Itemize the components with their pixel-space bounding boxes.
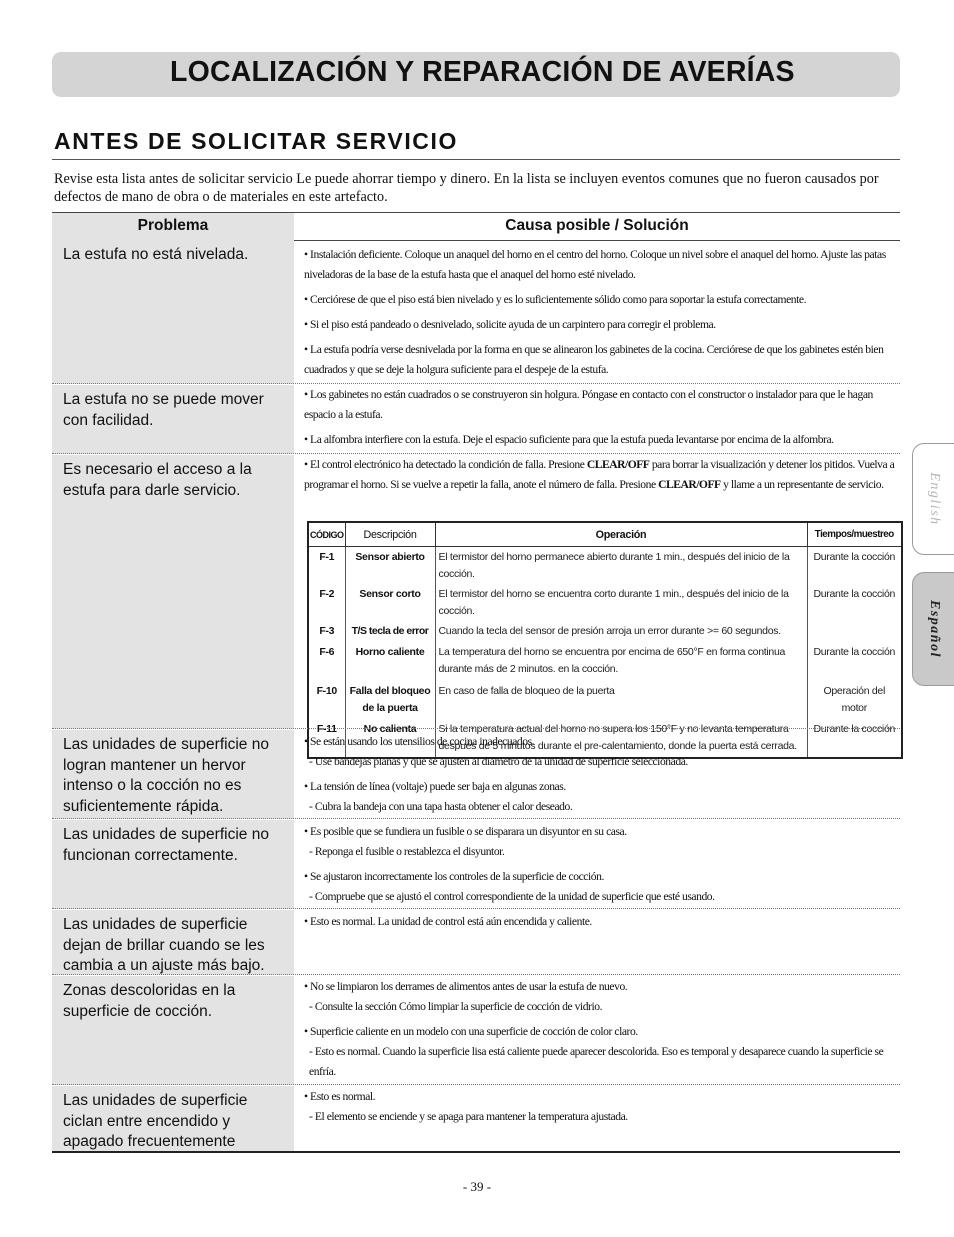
problem-cell — [52, 1086, 294, 1153]
cause-item: - Cubra la bandeja con una tapa hasta obtener el calor deseado. — [309, 800, 573, 813]
table-row — [52, 820, 900, 909]
clear-off-key: CLEAR/OFF — [586, 458, 650, 471]
code-description: Falla del bloqueo de la puerta — [345, 681, 435, 719]
cause-item: - El elemento se enciende y se apaga para mantener la temperatura ajustada. — [309, 1110, 628, 1123]
code-description: Sensor corto — [345, 584, 435, 621]
code-row — [309, 642, 901, 681]
cause-text: • El control electrónico ha detectado la condición de falla. Presione — [304, 458, 587, 471]
table-row — [52, 385, 900, 454]
desc-header: Descripción — [345, 523, 435, 547]
problem-text: Las unidades de superficie no logran mantener un hervor intenso o la cocción no es suficientemente rápida. — [63, 736, 269, 815]
problem-text: Las unidades de superficie dejan de brillar cuando se les cambia a un ajuste más bajo. — [63, 916, 265, 974]
column-header-cause: Causa posible / Solución — [505, 217, 689, 234]
intro-paragraph: Revise esta lista antes de solicitar servicio Le puede ahorrar tiempo y dinero. En la lista se incluyen eventos comunes que no fueron causados por defectos de mano de obra o de materiales en este artefacto. — [54, 171, 879, 205]
problem-cell — [52, 240, 294, 384]
code-header: CÓDIGO — [309, 523, 345, 547]
code-value: F-11 — [309, 719, 345, 757]
code-description: Sensor abierto — [345, 547, 435, 585]
cause-item: • Instalación deficiente. Coloque un anaquel del horno en el centro del horno. Coloque un nivel sobre el anaquel del horno. Ajuste las patas niveladoras de la base de la estufa hasta que el anaquel del horno esté nivelado. — [304, 248, 886, 281]
clear-off-key: CLEAR/OFF — [658, 478, 721, 491]
cause-cell — [304, 1087, 900, 1132]
code-operation: El termistor del horno permanece abierto durante 1 min., después del inicio de la cocción. — [435, 547, 807, 585]
code-operation: El termistor del horno se encuentra corto durante 1 min., después del inicio de la cocción. — [435, 584, 807, 621]
code-operation: En caso de falla de bloqueo de la puerta — [435, 681, 807, 719]
cause-item: • Se están usando los utensilios de cocina inadecuados. — [304, 735, 535, 748]
column-header-problem: Problema — [52, 213, 294, 240]
cause-item: • Esto es normal. — [304, 1090, 376, 1103]
cause-item: • Superficie caliente en un modelo con una superficie de cocción de color claro. — [304, 1025, 638, 1038]
code-value: F-2 — [309, 584, 345, 621]
code-operation: Cuando la tecla del sensor de presión arroja un error durante >= 60 segundos. — [435, 621, 807, 642]
code-description: T/S tecla de error — [345, 621, 435, 642]
tab-espanol[interactable] — [912, 572, 954, 686]
row-divider — [52, 908, 900, 909]
problem-cell — [52, 976, 294, 1085]
table-row — [52, 730, 900, 819]
cause-cell — [304, 385, 900, 455]
code-value: F-1 — [309, 547, 345, 585]
table-row — [52, 976, 900, 1085]
time-header: Tiempos/muestreo — [807, 523, 901, 547]
title-banner — [52, 52, 900, 97]
code-operation: Si la temperatura actual del horno no supera los 150°F y no levanta temperatura después de 5 minutos durante el pre-calentamiento, donde la puerta está cerrada. — [435, 719, 807, 757]
cause-item: • Se ajustaron incorrectamente los controles de la superficie de cocción. — [304, 870, 604, 883]
tab-english-label: English — [926, 472, 942, 526]
cause-item: • La estufa podría verse desnivelada por la forma en que se alinearon los gabinetes de la cocina. Cerciórese de que los gabinetes estén bien cuadrados y que se deje la holgura suficiente para el despeje de la estufa. — [304, 343, 884, 376]
cause-cell — [304, 977, 900, 1087]
cause-cell — [304, 245, 900, 385]
code-value: F-10 — [309, 681, 345, 719]
table-bottom-rule — [52, 1151, 900, 1153]
cause-item: • La alfombra interfiere con la estufa. Deje el espacio suficiente para que la estufa pueda levantarse por encima de la alfombra. — [304, 433, 834, 446]
problem-cell — [52, 385, 294, 454]
cause-item: - Reponga el fusible o restablezca el disyuntor. — [309, 845, 505, 858]
problem-text: Zonas descoloridas en la superficie de cocción. — [63, 982, 236, 1020]
cause-cell — [304, 822, 900, 912]
table-row — [52, 240, 900, 384]
cause-text: y llame a un representante de servicio. — [720, 478, 884, 491]
cause-cell — [304, 455, 900, 500]
code-description: No calienta — [345, 719, 435, 757]
row-divider — [52, 818, 900, 819]
code-row — [309, 584, 901, 621]
cause-text: para borrar la visualización y detener los pitidos. Vuelva a programar el horno. Si se vuelve a repetir la falla, anote el número de falla. Presione — [304, 458, 895, 491]
code-table-header — [309, 523, 901, 547]
problem-text: Es necesario el acceso a la estufa para darle servicio. — [63, 461, 252, 499]
problem-cell — [52, 910, 294, 975]
table-row — [52, 910, 900, 975]
tab-espanol-label: Español — [926, 600, 942, 658]
cause-cell — [304, 732, 900, 822]
code-timing: Durante la cocción — [813, 588, 896, 600]
cause-item: • No se limpiaron los derrames de alimentos antes de usar la estufa de nuevo. — [304, 980, 628, 993]
problem-cell — [52, 820, 294, 909]
cause-item: • Los gabinetes no están cuadrados o se construyeron sin holgura. Póngase en contacto con el constructor o instalador para que le hagan espacio a la estufa. — [304, 388, 873, 421]
page-number: - 39 - — [462, 1179, 492, 1194]
section-divider — [52, 159, 900, 160]
row-divider — [52, 974, 900, 975]
cause-item: - Consulte la sección Cómo limpiar la superficie de cocción de vidrio. — [309, 1000, 603, 1013]
problem-text: Las unidades de superficie no funcionan correctamente. — [63, 826, 269, 864]
code-value: F-3 — [309, 621, 345, 642]
page-title: LOCALIZACIÓN Y REPARACIÓN DE AVERÍAS — [170, 56, 795, 88]
code-timing: Durante la cocción — [813, 646, 896, 658]
code-row — [309, 621, 901, 642]
row-divider — [52, 383, 900, 384]
code-operation: La temperatura del horno se encuentra por encima de 650°F en forma continua durante más de 2 minutos. en la cocción. — [435, 642, 807, 681]
code-timing: Durante la cocción — [813, 551, 896, 563]
row-divider — [52, 453, 900, 454]
cause-item: • Cerciórese de que el piso está bien nivelado y es lo suficientemente sólido como para soportar la estufa correctamente. — [304, 293, 807, 306]
cause-item: - Use bandejas planas y que se ajusten al diámetro de la unidad de superficie seleccionada. — [309, 755, 688, 768]
cause-item: - Compruebe que se ajustó el control correspondiente de la unidad de superficie que esté usando. — [309, 890, 715, 903]
problem-text: La estufa no se puede mover con facilidad. — [63, 391, 264, 429]
tab-english[interactable] — [912, 443, 954, 555]
cause-item: • Si el piso está pandeado o desnivelado, solicite ayuda de un carpintero para corregir el problema. — [304, 318, 716, 331]
cause-item: • Es posible que se fundiera un fusible o se disparara un disyuntor en su casa. — [304, 825, 627, 838]
row-divider — [52, 1084, 900, 1085]
code-timing: Operación del motor — [823, 685, 885, 714]
cause-item: • Esto es normal. La unidad de control está aún encendida y caliente. — [304, 915, 592, 928]
cause-cell — [304, 912, 900, 937]
code-timing: Durante la cocción — [813, 723, 896, 735]
cause-item — [304, 455, 900, 495]
cause-item: • La tensión de línea (voltaje) puede ser baja en algunas zonas. — [304, 780, 566, 793]
table-header — [52, 212, 900, 241]
problem-cell — [52, 730, 294, 819]
cause-item: - Esto es normal. Cuando la superficie lisa está caliente puede aparecer descolorida. Eso es temporal y desaparece cuando la superficie se enfría. — [309, 1045, 884, 1078]
code-row — [309, 547, 901, 585]
op-header: Operación — [435, 523, 807, 547]
problem-cell — [52, 455, 294, 729]
table-row — [52, 1086, 900, 1153]
error-code-table — [307, 521, 903, 759]
code-description: Horno caliente — [345, 642, 435, 681]
code-row — [309, 681, 901, 719]
problem-text: La estufa no está nivelada. — [63, 246, 249, 263]
row-divider — [52, 728, 900, 729]
code-value: F-6 — [309, 642, 345, 681]
section-title: ANTES DE SOLICITAR SERVICIO — [54, 128, 459, 154]
problem-text: Las unidades de superficie ciclan entre encendido y apagado frecuentemente — [63, 1092, 248, 1150]
code-timing — [807, 621, 901, 642]
